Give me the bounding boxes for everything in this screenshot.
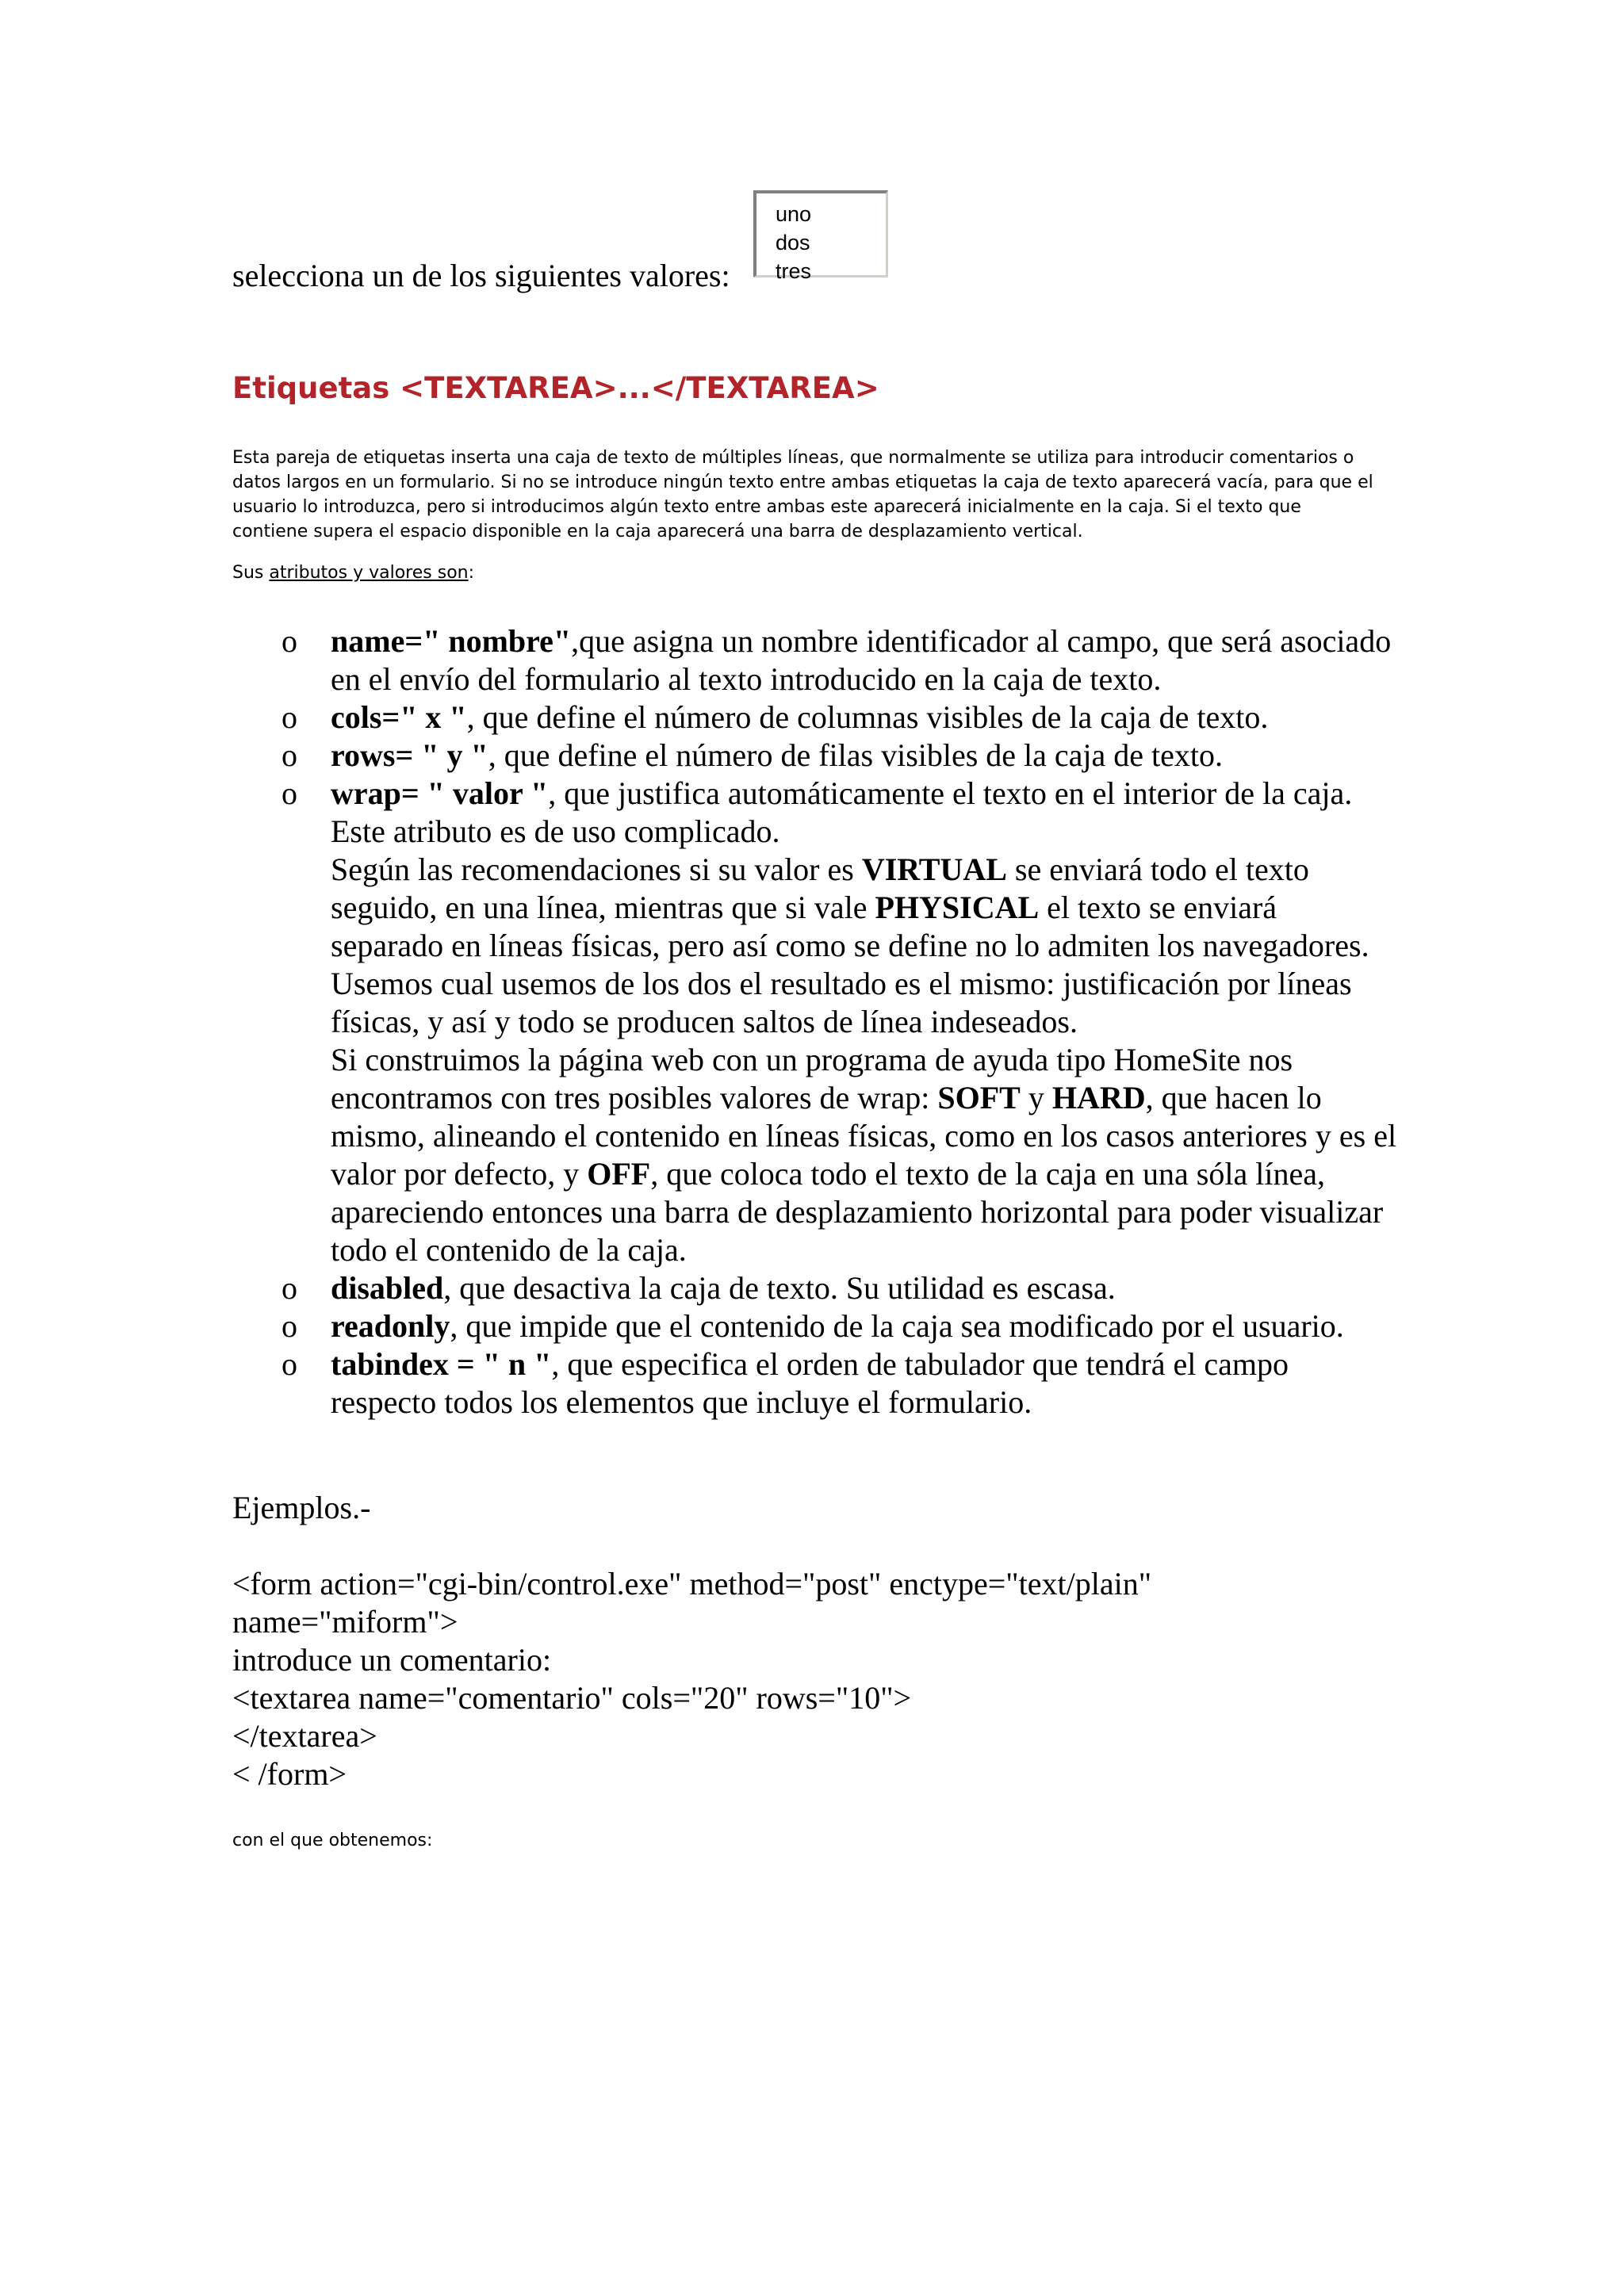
attribute-term: rows= " y " [331, 737, 488, 773]
bullet-icon: o [282, 699, 297, 735]
attribute-description: , que define el número de columnas visibles de la caja de texto. [466, 699, 1269, 735]
attribute-description: , que especifica el orden de tabulador que tendrá el campo respecto todos los elementos que incluye el formulario. [331, 1346, 1289, 1420]
attributes-intro [232, 561, 474, 585]
bullet-icon: o [282, 1308, 297, 1344]
attribute-item-cols [0, 698, 1397, 737]
attribute-description: , que desactiva la caja de texto. Su utilidad es escasa. [443, 1270, 1116, 1306]
bullet-icon: o [282, 1346, 297, 1382]
bullet-icon: o [282, 623, 297, 659]
attributes-intro-suffix: : [468, 563, 475, 583]
listbox-option-uno[interactable]: uno [776, 202, 812, 226]
section-heading: Etiquetas <TEXTAREA>...</TEXTAREA> [232, 371, 879, 405]
attribute-term: readonly [331, 1308, 450, 1344]
attribute-description: , que impide que el contenido de la caja sea modificado por el usuario. [450, 1308, 1344, 1344]
code-line: <textarea name="comentario" cols="20" rows="10"> [232, 1680, 912, 1716]
example-code [232, 1565, 1382, 1793]
attributes-intro-link: atributos y valores son [269, 563, 469, 583]
attribute-description: ,que asigna un nombre identificador al campo, que será asociado en el envío del formulario al texto introducido en la caja de texto. [331, 623, 1392, 697]
examples-heading: Ejemplos.- [232, 1490, 371, 1525]
attribute-term: tabindex = " n " [331, 1346, 552, 1382]
wrap-text: , que hacen lo mismo, alineando el contenido en líneas físicas, como en los casos anteriores y es el valor por defecto, y [331, 1080, 1397, 1192]
intro-paragraph: Esta pareja de etiquetas inserta una caja de texto de múltiples líneas, que normalmente se utiliza para introducir comentarios o datos largos en un formulario. Si no se introduce ningún texto entre ambas etiquetas la caja de texto aparecerá vacía, para que el usuario lo introduzca, pero si introducimos algún texto entre ambas este aparecerá inicialmente en la caja. Si el texto que contiene supera el espacio disponible en la caja aparecerá una barra de desplazamiento vertical. [232, 448, 1373, 541]
attribute-list [0, 622, 1624, 1422]
soft-keyword: SOFT [937, 1080, 1021, 1115]
bullet-icon: o [282, 1270, 297, 1306]
attribute-item-wrap [0, 775, 1397, 1269]
attribute-item-disabled [0, 1269, 1397, 1307]
select-label: selecciona un de los siguientes valores: [232, 258, 730, 293]
values-listbox[interactable] [753, 190, 888, 283]
attribute-term: name=" nombre" [331, 623, 572, 659]
hard-keyword: HARD [1051, 1080, 1146, 1115]
code-line: < /form> [232, 1756, 347, 1792]
bullet-icon: o [282, 775, 297, 811]
attributes-intro-prefix: Sus [232, 563, 270, 583]
wrap-paragraph-3 [331, 1041, 1397, 1269]
attribute-description: , que justifica automáticamente el texto en el interior de la caja. Este atributo es de uso complicado. [331, 775, 1353, 849]
code-line: name="miform"> [232, 1604, 458, 1640]
wrap-paragraph-2 [331, 851, 1397, 1041]
wrap-paragraph-1 [331, 775, 1397, 851]
wrap-text: y [1020, 1080, 1052, 1115]
physical-keyword: PHYSICAL [875, 890, 1040, 925]
wrap-text: se enviará todo el texto seguido, en una línea, mientras que si vale [331, 851, 1309, 925]
virtual-keyword: VIRTUAL [861, 851, 1007, 887]
attribute-term: disabled [331, 1270, 444, 1306]
wrap-text: el texto se enviará separado en líneas físicas, pero así como se define no lo admiten los navegadores. Usemos cual usemos de los dos el resultado es el mismo: justificación por líneas físicas, y así y todo se producen saltos de línea indeseados. [331, 890, 1369, 1039]
wrap-text: , que coloca todo el texto de la caja en una sóla línea, apareciendo entonces una barra de desplazamiento horizontal para poder visualizar todo el contenido de la caja. [331, 1156, 1384, 1268]
attribute-description: , que define el número de filas visibles de la caja de texto. [488, 737, 1224, 773]
attribute-term: wrap= " valor " [331, 775, 549, 811]
attribute-item-tabindex [0, 1345, 1397, 1422]
wrap-text: Según las recomendaciones si su valor es [331, 851, 862, 887]
code-line: introduce un comentario: [232, 1642, 552, 1678]
off-keyword: OFF [587, 1156, 651, 1192]
bullet-icon: o [282, 737, 297, 773]
listbox-option-dos[interactable]: dos [776, 231, 810, 254]
result-text: con el que obtenemos: [232, 1831, 433, 1850]
code-line: </textarea> [232, 1718, 377, 1754]
code-line: <form action="cgi-bin/control.exe" method="post" enctype="text/plain" [232, 1566, 1152, 1601]
attribute-item-readonly [0, 1307, 1397, 1345]
attribute-term: cols=" x " [331, 699, 467, 735]
wrap-text: Si construimos la página web con un programa de ayuda tipo HomeSite nos encontramos con tres posibles valores de wrap: [331, 1042, 1293, 1115]
select-row [232, 190, 1184, 301]
attribute-item-rows [0, 737, 1397, 775]
attribute-item-name [0, 622, 1397, 698]
listbox-option-tres[interactable]: tres [776, 259, 812, 283]
